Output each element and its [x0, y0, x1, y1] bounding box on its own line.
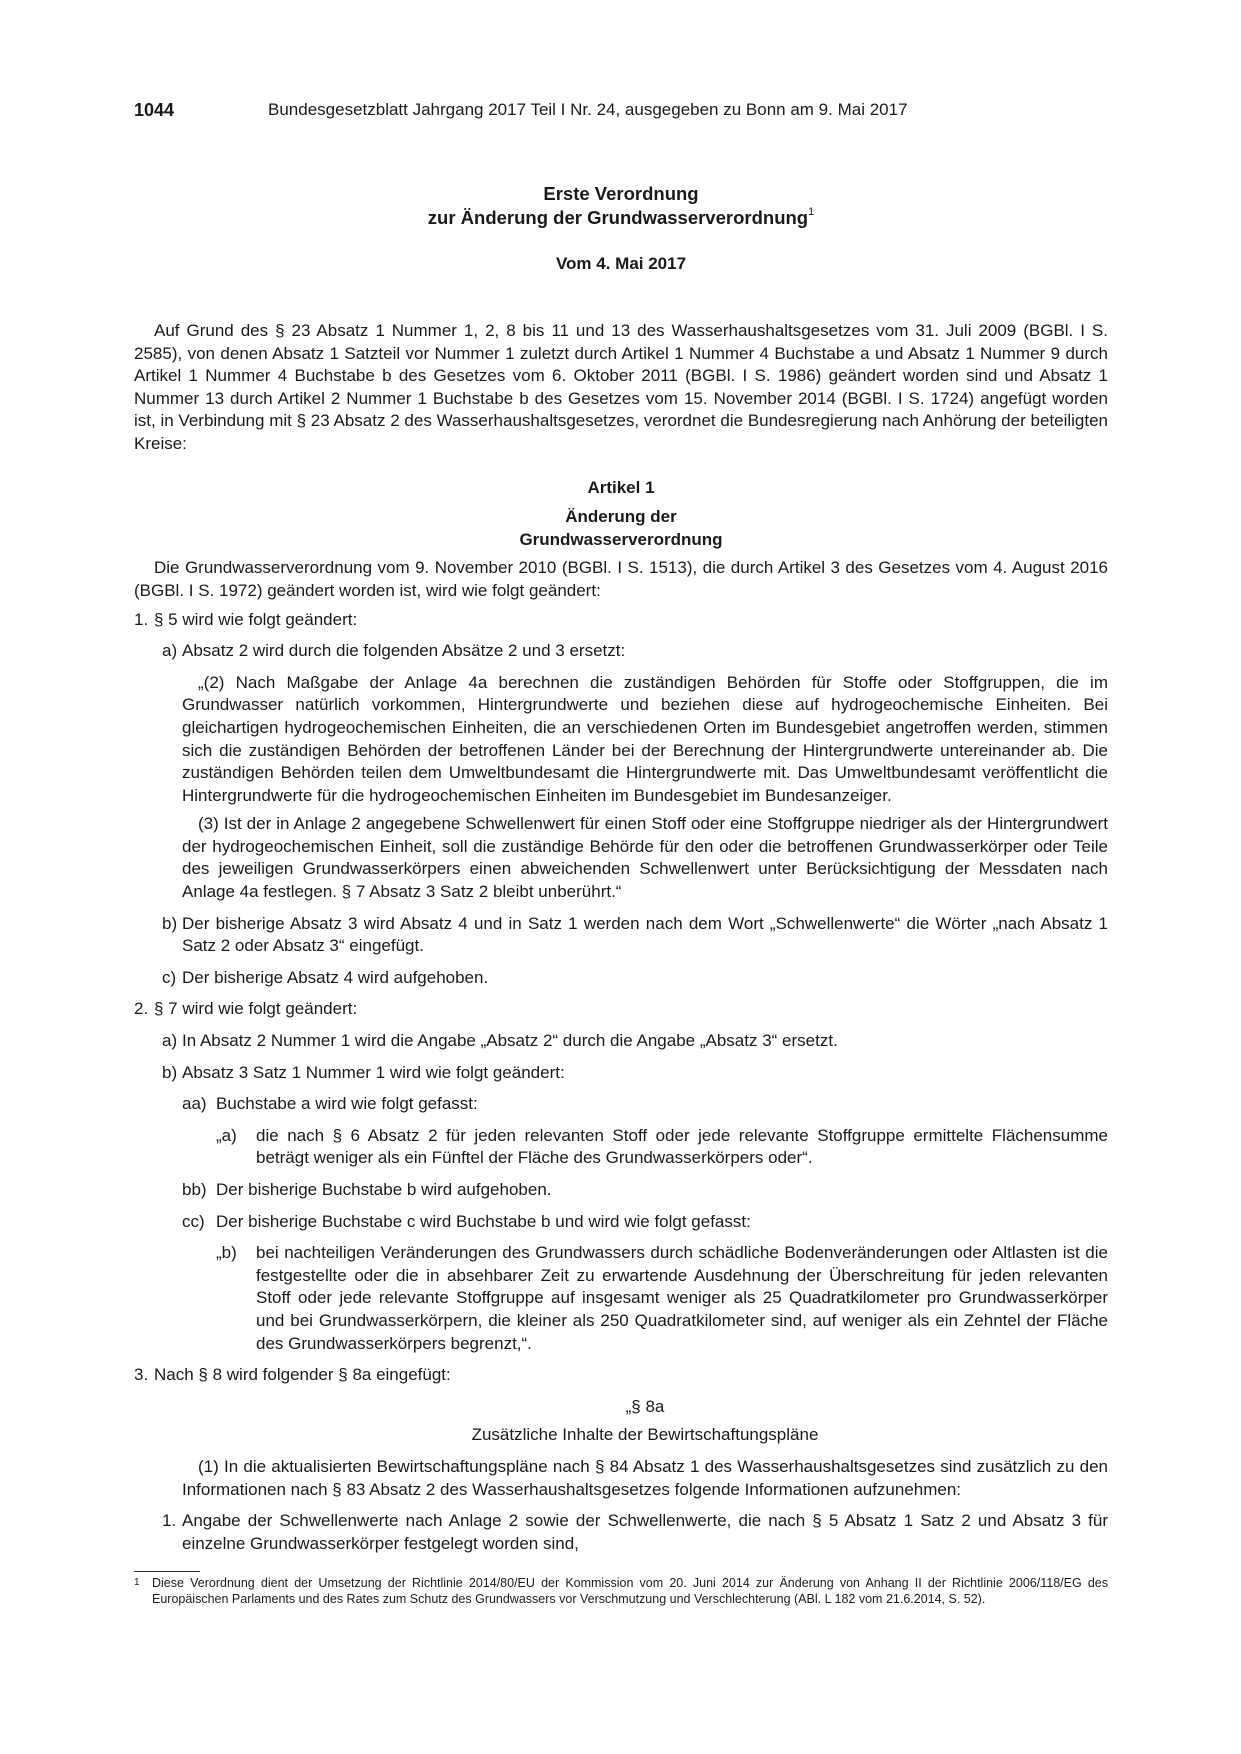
item-1b-marker: b): [162, 913, 178, 933]
footnote-divider: [134, 1571, 200, 1572]
publication-line: Bundesgesetzblatt Jahrgang 2017 Teil I Nr. 24, ausgegeben zu Bonn am 9. Mai 2017: [268, 100, 908, 119]
page-number: 1044: [134, 100, 175, 120]
preamble: Auf Grund des § 23 Absatz 1 Nummer 1, 2, 8 bis 11 und 13 des Wasserhaushaltsgesetzes vom 31. Juli 2009 (BGBl. I S. 2585), von denen Absatz 1 Satzteil vor Nummer 1 zuletzt durch Artikel 1 Nummer 4 Buchstabe a und Absatz 1 Nummer 9 durch Artikel 1 Nummer 4 Buchstabe b des Gesetzes vom 6. Oktober 2011 (BGBl. I S. 1986) geändert worden sind und Absatz 1 Nummer 13 durch Artikel 2 Nummer 1 Buchstabe b des Gesetzes vom 15. November 2014 (BGBl. I S. 1724) angefügt worden ist, in Verbindung mit § 23 Absatz 2 des Wasserhaushaltsgesetzes, verordnet die Bundesregierung nach Anhörung der beteiligten Kreise:: [134, 321, 1108, 453]
item-2a-marker: a): [162, 1031, 178, 1051]
item-1a: [134, 640, 1108, 663]
item-2b-bb-text: Der bisherige Buchstabe b wird aufgehoben.: [216, 1180, 552, 1199]
item-2b-text: Absatz 3 Satz 1 Nummer 1 wird wie folgt geändert:: [182, 1062, 565, 1082]
item-2a: [134, 1030, 1108, 1053]
item-2b-cc: [134, 1211, 1108, 1234]
page-header: [134, 100, 1108, 124]
item-1-marker: 1.: [134, 609, 149, 629]
item-1b: [134, 913, 1108, 958]
title-text: zur Änderung der Grundwasserverordnung: [427, 207, 809, 228]
quote-letter-a-text: die nach § 6 Absatz 2 für jeden relevanten Stoff oder jede relevante Stoffgruppe ermittelte Flächensumme beträgt weniger als ein Fünftel der Fläche des Grundwasserkörpers oder“.: [256, 1125, 1108, 1168]
footnote-text: Diese Verordnung dient der Umsetzung der Richtlinie 2014/80/EU der Kommission vom 20. Juni 2014 zur Änderung von Anhang II der Richtlinie 2006/118/EG des Europäischen Parlaments und des Rates zum Schutz des Grundwassers vor Verschmutzung und Verschlechterung (ABl. L 182 vom 21.6.2014, S. 52).: [152, 1576, 1108, 1606]
item-1a-text: Absatz 2 wird durch die folgenden Absätze 2 und 3 ersetzt:: [182, 641, 626, 661]
item-2b-marker: b): [162, 1062, 178, 1082]
item-2b-cc-text: Der bisherige Buchstabe c wird Buchstabe b und wird wie folgt gefasst:: [216, 1211, 751, 1231]
quote-letter-b-marker: „b): [216, 1243, 237, 1263]
item-2a-text: In Absatz 2 Nummer 1 wird die Angabe „Absatz 2“ durch die Angabe „Absatz 3“ ersetzt.: [182, 1031, 838, 1051]
item-1c: [134, 967, 1108, 990]
item-2b-cc-marker: cc): [182, 1211, 205, 1231]
section-8a-item-1-text: Angabe der Schwellenwerte nach Anlage 2 sowie der Schwellenwerte, die nach § 5 Absatz 1 Satz 2 und Absatz 3 für einzelne Grundwasserkörper festgelegt worden sind,: [182, 1511, 1108, 1553]
item-2: [134, 998, 1108, 1021]
article-heading-2: Grundwasserverordnung: [519, 529, 723, 549]
item-2b-bb-marker: bb): [182, 1180, 207, 1199]
section-8a-paragraph-1: (1) In die aktualisierten Bewirtschaftungspläne nach § 84 Absatz 1 des Wasserhaushaltsgesetzes sind zusätzlich zu den Informationen nach § 83 Absatz 2 des Wasserhaushaltsgesetzes folgende Informationen aufzunehmen:: [182, 1456, 1108, 1499]
item-3: [134, 1364, 1108, 1387]
item-2b-bb: [134, 1179, 1108, 1202]
quote-paragraph-2: „(2) Nach Maßgabe der Anlage 4a berechnen die zuständigen Behörden für Stoffe oder Stoffgruppen, die im Grundwasser natürlich vorkommen, Hintergrundwerte und beziehen diese auf hydrogeochemische Einheiten. Bei gleichartigen hydrogeochemischen Einheiten, die an verschiedenen Orten im Bundesgebiet angetroffen werden, stimmen sich die zuständigen Behörden der betroffenen Länder bei der Berechnung der Hintergrundwerte untereinander ab. Die zuständigen Behörden teilen dem Umweltbundesamt die Hintergrundwerte mit. Das Umweltbundesamt veröffentlicht die Hintergrundwerte für die hydrogeochemischen Einheiten im Bundesgebiet im Bundesanzeiger.: [182, 672, 1108, 805]
section-8a-item-1-marker: 1.: [162, 1511, 177, 1531]
article-heading-1: Änderung der: [565, 507, 677, 527]
item-1a-marker: a): [162, 641, 178, 661]
item-2b: [134, 1062, 1108, 1085]
item-2b-aa-text: Buchstabe a wird wie folgt gefasst:: [216, 1094, 478, 1114]
quote-letter-a: [216, 1125, 1108, 1170]
item-1b-text: Der bisherige Absatz 3 wird Absatz 4 und in Satz 1 werden nach dem Wort „Schwellenwerte“ die Wörter „nach Absatz 1 Satz 2 oder Absatz 3“ eingefügt.: [182, 913, 1108, 956]
item-3-text: Nach § 8 wird folgender § 8a eingefügt:: [154, 1365, 451, 1385]
quote-letter-a-marker: „a): [216, 1125, 237, 1145]
quote-letter-b-text: bei nachteiligen Veränderungen des Grundwassers durch schädliche Bodenveränderungen oder Altlasten ist die festgestellte oder die in absehbarer Zeit zu erwartende Ausdehnung der Überschreitung für jeden relevanten Stoff oder jede relevante Stoffgruppe auf insgesamt weniger als 25 Quadratkilometer pro Grundwasserkörper und bei Grundwasserkörpern, die kleiner als 250 Quadratkilometer sind, auf weniger als ein Zehntel der Fläche des Grundwasserkörpers begrenzt,“.: [256, 1243, 1108, 1353]
item-1-text: § 5 wird wie folgt geändert:: [154, 609, 358, 629]
title-line-2: [134, 207, 1108, 229]
item-2-marker: 2.: [134, 999, 149, 1019]
section-8a-number: „§ 8a: [625, 1396, 665, 1416]
footnote-mark: 1: [134, 1577, 140, 1588]
document-body: [134, 320, 1108, 1555]
item-3-marker: 3.: [134, 1365, 149, 1385]
item-1c-text: Der bisherige Absatz 4 wird aufgehoben.: [182, 967, 489, 987]
quote-paragraph-3: (3) Ist der in Anlage 2 angegebene Schwellenwert für einen Stoff oder eine Stoffgruppe niedriger als der Hintergrundwert der hydrogeochemischen Einheit, soll die zuständige Behörde für den oder die betroffenen Grundwasserkörper oder Teile des jeweiligen Grundwasserkörpers einen abweichenden Schwellenwert unter Berücksichtigung der Messdaten nach Anlage 4a festlegen. § 7 Absatz 3 Satz 2 bleibt unberührt.“: [182, 814, 1108, 902]
title-line-1: Erste Verordnung: [543, 183, 699, 204]
item-1: [134, 609, 1108, 632]
item-2b-aa-marker: aa): [182, 1094, 207, 1114]
item-2-text: § 7 wird wie folgt geändert:: [154, 999, 358, 1019]
item-2b-aa: [134, 1093, 1108, 1116]
section-8a-title: Zusätzliche Inhalte der Bewirtschaftungspläne: [471, 1425, 819, 1445]
article-number: Artikel 1: [587, 477, 655, 497]
quote-letter-b: [216, 1242, 1108, 1355]
title-footnote-mark: 1: [808, 206, 815, 218]
article-intro: Die Grundwasserverordnung vom 9. November 2010 (BGBl. I S. 1513), die durch Artikel 3 des Gesetzes vom 4. August 2016 (BGBl. I S. 1972) geändert worden ist, wird wie folgt geändert:: [134, 558, 1108, 600]
item-1c-marker: c): [162, 967, 177, 987]
ordinance-date: Vom 4. Mai 2017: [555, 254, 687, 273]
section-8a-item-1: [162, 1510, 1108, 1555]
footnote: [134, 1575, 1108, 1607]
